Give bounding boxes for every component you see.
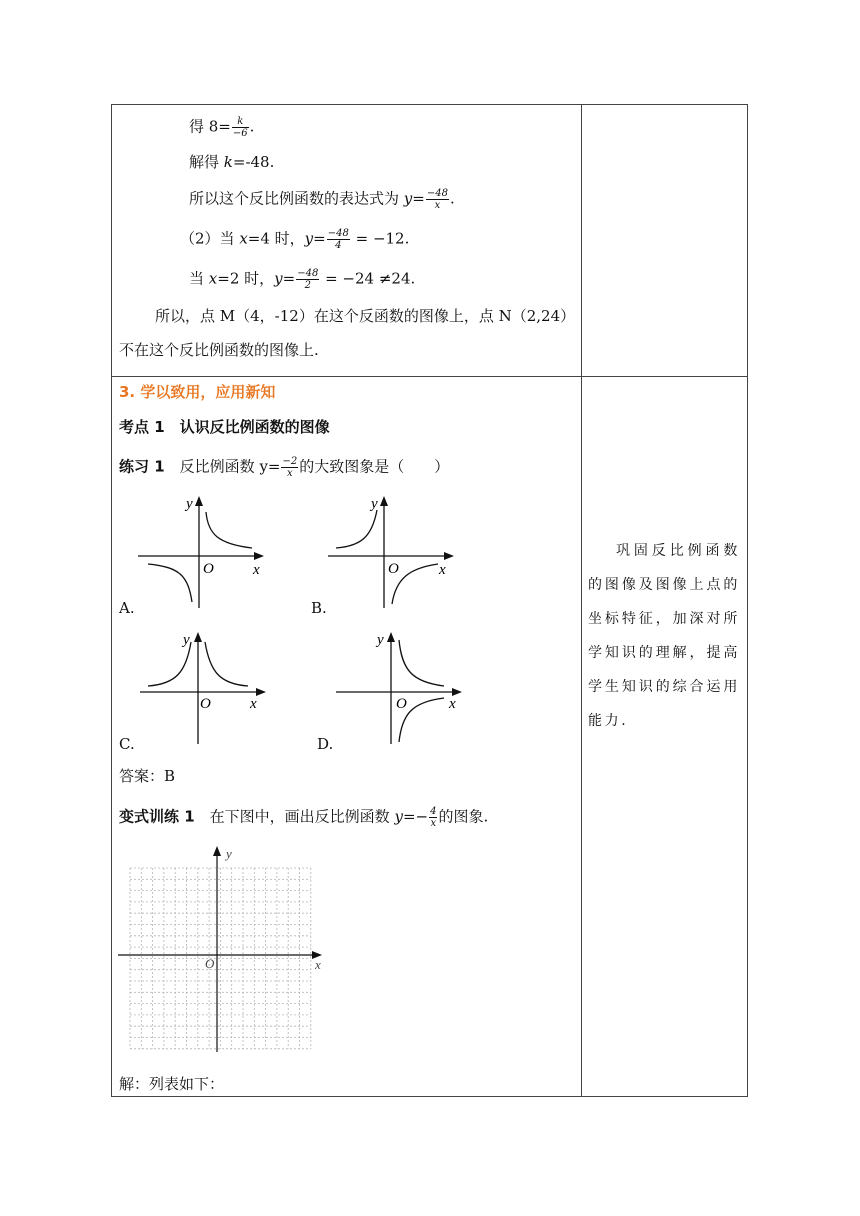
exercise-1: 练习 1 反比例函数 y= $\frac{-2}{x}$ 的大致图象是（ ） <box>119 456 450 479</box>
fraction: $\frac{k}{-6}$ <box>232 116 248 139</box>
svg-text:O: O <box>205 956 215 971</box>
fraction: $\frac{-2}{x}$ <box>282 456 298 479</box>
svg-text:y: y <box>183 632 190 648</box>
fraction: $\frac{-48}{x}$ <box>426 188 448 211</box>
svg-text:O: O <box>396 696 407 712</box>
graph-option-b[interactable] <box>322 492 462 610</box>
line-conclusion-1: 所以，点 M（4，-12）在这个反函数的图像上，点 N（2,24） <box>155 307 576 325</box>
svg-text:x: x <box>439 562 446 578</box>
svg-text:x: x <box>315 957 321 972</box>
section-heading: 3. 学以致用，应用新知 <box>119 383 276 401</box>
answer-text: 答案：B <box>119 767 176 785</box>
kaodian-title: 考点 1 认识反比例函数的图像 <box>119 418 330 436</box>
drawing-grid[interactable] <box>116 842 328 1054</box>
line-expression: 所以这个反比例函数的表达式为 y= $\frac{-48}{x}$ . <box>189 188 455 211</box>
line-conclusion-2: 不在这个反比例函数的图像上. <box>119 341 319 359</box>
option-d-label[interactable]: D. <box>317 735 334 753</box>
graph-option-d[interactable] <box>330 628 470 746</box>
svg-text:y: y <box>226 846 232 861</box>
svg-text:y: y <box>371 496 378 512</box>
svg-text:O: O <box>200 696 211 712</box>
fraction: $\frac{4}{x}$ <box>430 806 437 829</box>
svg-text:x: x <box>253 562 260 578</box>
svg-text:y: y <box>377 632 384 648</box>
line-solve-k: 解得 k=-48. <box>189 153 275 171</box>
column-divider <box>581 105 582 1096</box>
side-note: 巩固反比例函数的图像及图像上点的坐标特征，加深对所学知识的理解，提高学生知识的综合运用能力. <box>588 543 740 729</box>
graph-option-a[interactable] <box>132 492 272 610</box>
svg-text:x: x <box>250 696 257 712</box>
graph-option-c[interactable] <box>134 628 274 746</box>
option-b-label[interactable]: B. <box>311 599 327 617</box>
variant-exercise: 变式训练 1 在下图中，画出反比例函数 y=− $\frac{4}{x}$ 的图象. <box>119 806 489 829</box>
line-x-equals-4: （2）当 x=4 时，y= $\frac{-48}{4}$ = −12. <box>180 228 410 251</box>
fraction: $\frac{-48}{2}$ <box>297 268 319 291</box>
option-c-label[interactable]: C. <box>119 735 135 753</box>
option-a-label[interactable]: A. <box>119 599 135 617</box>
svg-text:O: O <box>388 561 399 577</box>
row-divider <box>112 376 747 377</box>
svg-text:O: O <box>203 561 214 577</box>
solution-text: 解：列表如下： <box>119 1075 225 1093</box>
line-equation-8: 得 8= $\frac{k}{-6}$ . <box>189 116 255 139</box>
line-x-equals-2: 当 x=2 时，y= $\frac{-48}{2}$ = −24 ≠24. <box>189 268 416 291</box>
fraction: $\frac{-48}{4}$ <box>327 228 349 251</box>
svg-text:y: y <box>186 496 193 512</box>
svg-text:x: x <box>449 696 456 712</box>
